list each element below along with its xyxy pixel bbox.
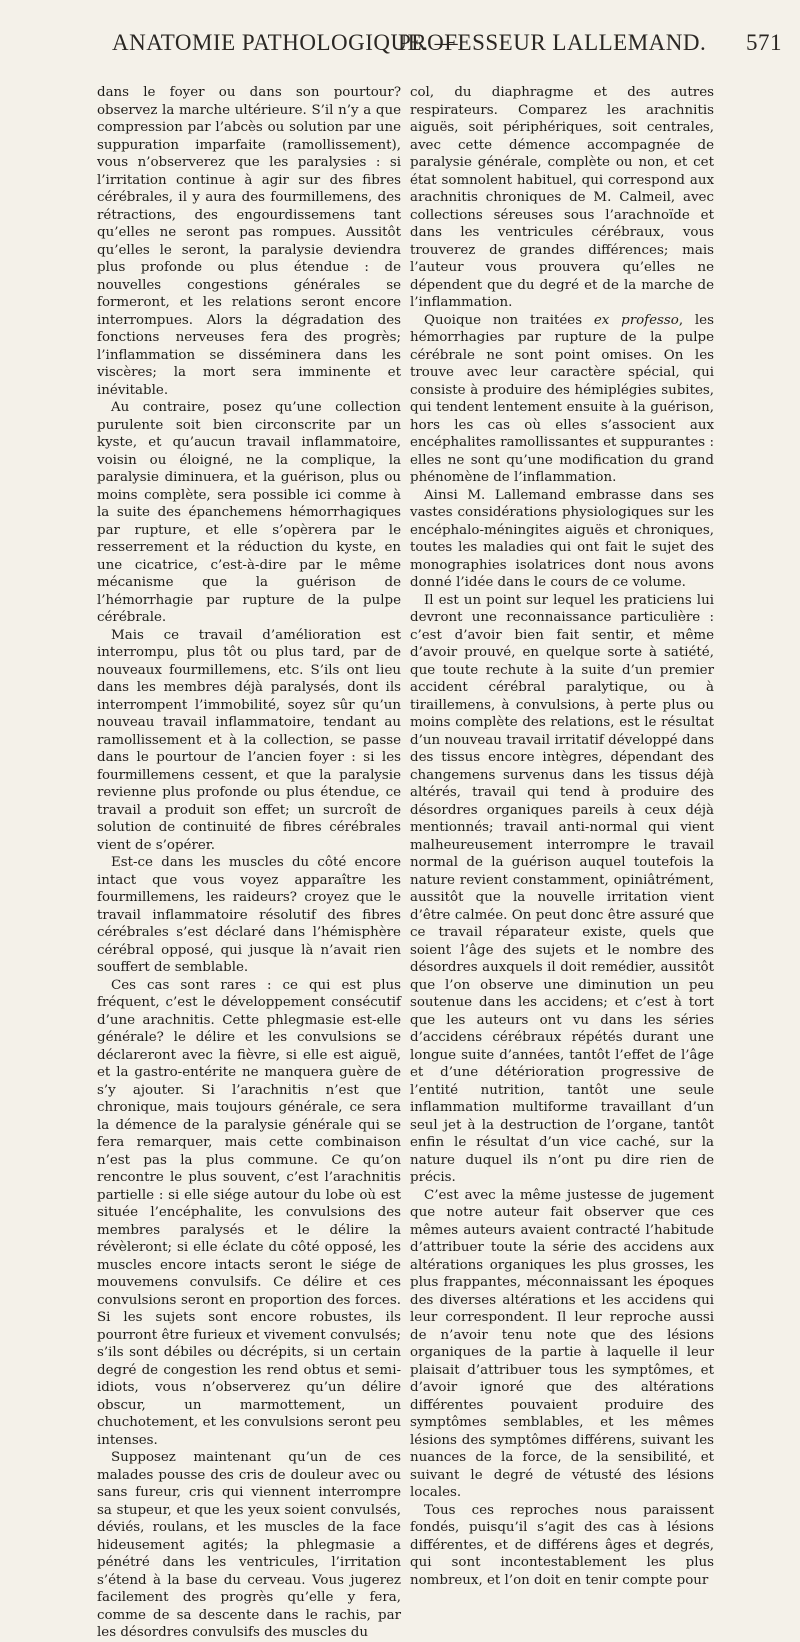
paragraph: Il est un point sur lequel les praticiens lui devront une reconnaissance particulière : c’est d’avoir bien fait sentir, et même d’avoir prouvé, en quelque sorte à satiété, que toute rechute à la suite d’un premier accident cérébral paralytique, ou à tiraillemens, à convulsions, à perte plus ou moins complète des relations, est le résultat d’un nouveau travail irritatif développé dans des tissus encore intègres, dépendant des changemens survenus dans les tissus déjà altérés, travail qui tend à produire des désordres organiques pareils à ceux déjà mentionnés; travail anti-normal qui vient malheureusement interrompre le travail normal de la guérison auquel toutefois la nature revient constamment, opiniâtrément, aussitôt que la nouvelle irritation vient d’être calmée. On peut donc être assuré que ce travail réparateur existe, quels que soient l’âge des sujets et le nombre des désordres auxquels il doit remédier, aussitôt que l’on observe une diminution un peu soutenue dans les accidens; et c’est à tort que les auteurs ont vu dans les séries d’accidens cérébraux répétés durant une longue suite d’années, tantôt l’effet de l’âge et d’une détérioration progressive de l’entité nutrition, tantôt une seule inflammation multiforme travaillant d’un seul jet à la destruction de l’organe, tantôt enfin le résultat d’un vice caché, sur la nature duquel ils n’ont pu dire rien de précis. — [410, 592, 714, 1185]
paragraph: Tous ces reproches nous paraissent fondés, puisqu’il s’agit des cas à lésions différentes, et de différens âges et degrés, qui sont incontestablement les plus nombreux, et l’on doit en tenir compte pour — [410, 1502, 714, 1588]
paragraph: Ces cas sont rares : ce qui est plus fréquent, c’est le développement consécutif d’une arachnitis. Cette phlegmasie est-elle générale? le délire et les convulsions se déclareront avec la fièvre, si elle est aiguë, et la gastro-entérite ne manquera guère de s’y ajouter. Si l’arachnitis n’est que chronique, mais toujours générale, ce sera la démence de la paralysie générale qui se fera remarquer, mais cette combinaison n’est pas la plus commune. Ce qu’on rencontre le plus souvent, c’est l’arachnitis partielle : si elle siége autour du lobe où est située l’encéphalite, les convulsions des membres paralysés et le délire la révèleront; si elle éclate du côté opposé, les muscles encore intacts seront le siége de mouvemens convulsifs. Ce délire et ces convulsions seront en proportion des forces. Si les sujets sont encore robustes, ils pourront être furieux et vivement convulsés; s’ils sont débiles ou décrépits, si un certain degré de congestion les rend obtus et semi-idiots, vous n’observerez qu’un délire obscur, un marmottement, un chuchotement, et les convulsions seront peu intenses. — [97, 977, 401, 1448]
page-number: 571 — [746, 30, 782, 55]
paragraph: dans le foyer ou dans son pourtour? observez la marche ultérieure. S’il n’y a que compression par l’abcès ou solution par une suppuration imparfaite (ramollissement), vous n’observerez que les paralysies : si l’irritation continue à agir sur des fibres cérébrales, il y aura des fourmillemens, des rétractions, des engourdissemens tant qu’elles ne seront pas rompues. Aussitôt qu’elles le seront, la paralysie deviendra plus profonde ou plus étendue : de nouvelles congestions générales se formeront, et les relations seront encore interrompues. Alors la dégradation des fonctions nerveuses fera des progrès; l’inflammation se disséminera dans les viscères; la mort sera imminente et inévitable. — [97, 85, 401, 398]
paragraph: col, du diaphragme et des autres respirateurs. Comparez les arachnitis aiguës, soit périphériques, soit centrales, avec cette démence accompagnée de paralysie générale, complète ou non, et cet état somnolent habituel, qui correspond aux arachnitis chroniques de M. Calmeil, avec collections séreuses sous l’arachnoïde et dans les ventricules cérébraux, vous trouverez de grandes différences; mais l’auteur vous prouvera qu’elles ne dépendent que du degré et de la marche de l’inflammation. — [410, 85, 714, 310]
paragraph: Mais ce travail d’amélioration est interrompu, plus tôt ou plus tard, par de nouveaux fourmillemens, etc. S’ils ont lieu dans les membres déjà paralysés, dont ils interrompent l’immobilité, soyez sûr qu’un nouveau travail inflammatoire, tendant au ramollissement et à la collection, se passe dans le pourtour de l’ancien foyer : si les fourmillemens cessent, et que la paralysie revienne plus profonde ou plus étendue, ce travail a produit son effet; un surcroît de solution de continuité de fibres cérébrales vient de s’opérer. — [97, 627, 401, 853]
paragraph — [410, 312, 714, 487]
running-header — [112, 20, 782, 60]
header-title-right: PROFESSEUR LALLEMAND. — [398, 30, 707, 55]
paragraph: C’est avec la même justesse de jugement que notre auteur fait observer que ces mêmes auteurs avaient contracté l’habitude d’attribuer toute la série des accidens aux altérations organiques les plus grosses, les plus frappantes, méconnaissant les époques des diverses altérations et les accidens qui leur correspondent. Il leur reproche aussi de n’avoir tenu note que des lésions organiques de la partie à laquelle il leur plaisait d’attribuer tous les symptômes, et d’avoir ignoré que des altérations différentes pouvaient produire des symptômes semblables, et les mêmes lésions des symptômes différens, suivant les nuances de la force, de la sensibilité, et suivant le degré de vétusté des lésions locales. — [410, 1187, 714, 1500]
italic-phrase: ex professo — [593, 312, 679, 328]
right-column — [410, 84, 714, 1589]
paragraph: Supposez maintenant qu’un de ces malades pousse des cris de douleur avec ou sans fureur, cris qui viennent interrompre sa stupeur, et que les yeux soient convulsés, déviés, roulans, et les muscles de la face hideusement agités; la phlegmasie a pénétré dans les ventricules, l’irritation s’étend à la base du cerveau. Vous jugerez facilement des progrès qu’elle y fera, comme de sa descente dans le rachis, par les désordres convulsifs des muscles du — [97, 1450, 401, 1640]
header-title-left: ANATOMIE PATHOLOGIQUE. — — [112, 30, 459, 55]
paragraph: Au contraire, posez qu’une collection purulente soit bien circonscrite par un kyste, et qu’aucun travail inflammatoire, voisin ou éloigné, ne la complique, la paralysie diminuera, et la guérison, plus ou moins complète, sera possible ici comme à la suite des épanchemens hémorrhagiques par rupture, et elle s’opèrera par le resserrement et la réduction du kyste, en une cicatrice, c’est-à-dire par le même mécanisme que la guérison de l’hémorrhagie par rupture de la pulpe cérébrale. — [97, 400, 401, 625]
paragraph: Ainsi M. Lallemand embrasse dans ses vastes considérations physiologiques sur les encéphalo-méningites aiguës et chroniques, toutes les maladies qui ont fait le sujet des monographies isolatrices dont nous avons donné l’idée dans le cours de ce volume. — [410, 487, 714, 590]
paragraph-text: Quoique non traitées — [424, 312, 594, 328]
paragraph-text: , les hémorrhagies par rupture de la pulpe cérébrale ne sont point omises. On les trouve avec leur caractère spécial, qui consiste à produire des hémiplégies subites, qui tendent lentement ensuite à la guérison, hors les cas où elles s’associent aux encéphalites ramollissantes et suppurantes : elles ne sont qu’une modification du grand phénomène de l’inflammation. — [410, 312, 714, 485]
paragraph: Est-ce dans les muscles du côté encore intact que vous voyez apparaître les fourmillemens, les raideurs? croyez que le travail inflammatoire résolutif des fibres cérébrales s’est déclaré dans l’hémisphère cérébral opposé, qui jusque là n’avait rien souffert de semblable. — [97, 855, 401, 975]
left-column — [97, 84, 401, 1642]
